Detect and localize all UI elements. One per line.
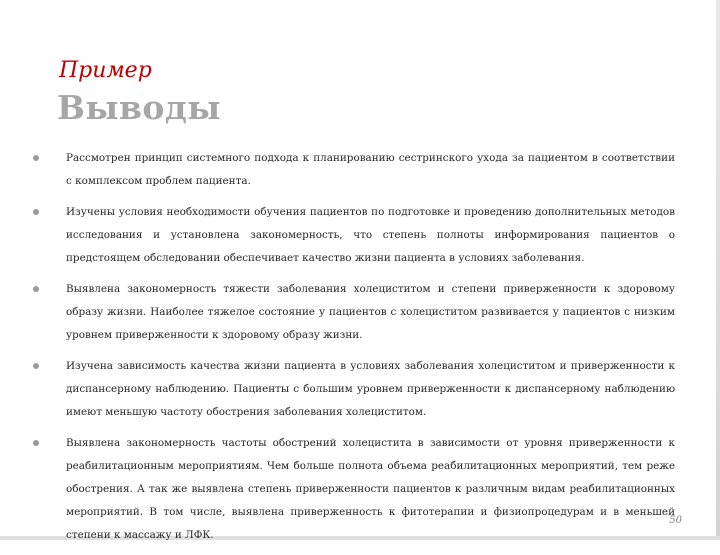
bullet-dot-icon <box>33 286 39 292</box>
list-item <box>32 432 675 547</box>
list-item <box>32 201 675 270</box>
list-item <box>32 355 675 424</box>
list-item-text: Выявлена закономерность тяжести заболевания холециститом и степени приверженности к здоровому образу жизни. Наиболее тяжелое состояние у пациентов с холециститом развивается у пациентов с низким уровнем приверженности к здоровому образу жизни. <box>66 283 675 341</box>
bullet-dot-icon <box>33 440 39 446</box>
bullet-dot-icon <box>33 155 39 161</box>
list-item <box>32 278 675 347</box>
bullet-dot-icon <box>33 209 39 215</box>
slide-frame-right <box>716 0 720 540</box>
list-item-text: Рассмотрен принцип системного подхода к планированию сестринского ухода за пациентом в соответствии с комплексом проблем пациента. <box>66 152 675 187</box>
list-item-text: Изучены условия необходимости обучения пациентов по подготовке и проведению дополнительных методов исследования и установлена закономерность, что степень полноты информирования пациентов о предстоящем обследовании обеспечивает качество жизни пациента в условиях заболевания. <box>66 206 675 264</box>
bullet-dot-icon <box>33 363 39 369</box>
list-item <box>32 147 675 193</box>
list-item-text: Изучена зависимость качества жизни пациента в условиях заболевания холециститом и приверженности к диспансерному наблюдению. Пациенты с большим уровнем приверженности к диспансерному наблюдению имеют меньшую частоту обострения заболевания холециститом. <box>66 360 675 418</box>
conclusions-list <box>32 147 675 555</box>
page-number: 50 <box>669 515 682 526</box>
list-item-text: Выявлена закономерность частоты обострений холецистита в зависимости от уровня приверженности к реабилитационным мероприятиям. Чем больше полнота объема реабилитационных мероприятий, тем реже обострения. А так же выявлена степень приверженности пациентов к различным видам реабилитационных мероприятий. В том числе, выявлена приверженность к фитотерапии и физиопроцедурам и в меньшей степени к массажу и ЛФК. <box>66 437 675 541</box>
slide-title: Выводы <box>57 88 221 127</box>
slide-subtitle: Пример <box>59 58 152 83</box>
